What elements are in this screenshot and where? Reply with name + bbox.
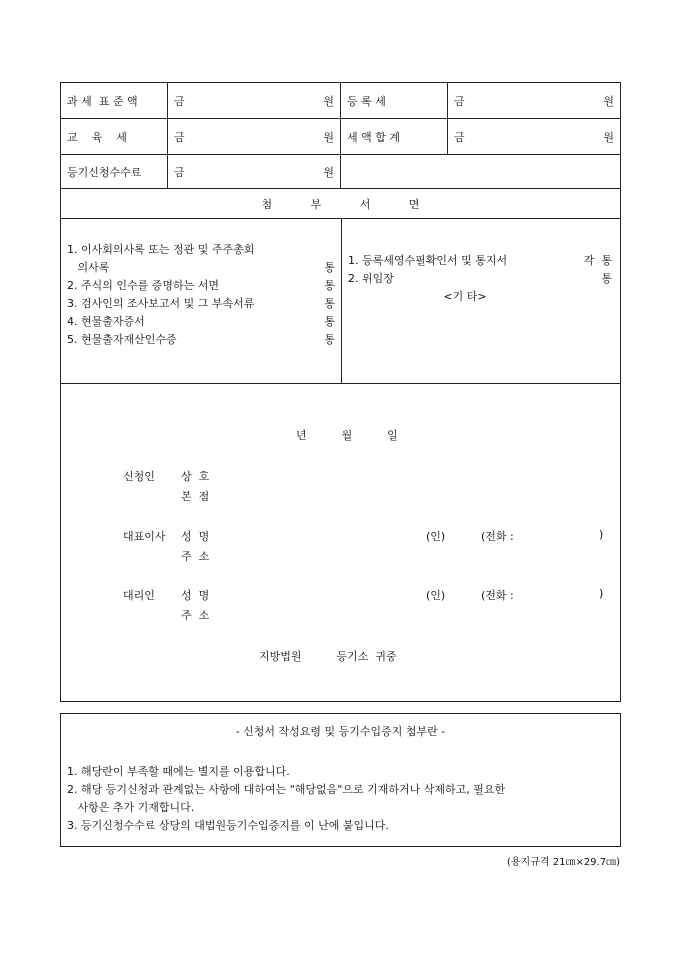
trade-name-label: 상 호 xyxy=(181,470,210,483)
fee-row-2 xyxy=(61,119,620,155)
amount-suffix: 원 xyxy=(603,130,614,144)
agent-seal: (인) xyxy=(426,589,446,602)
list-item: 2. 해당 등기신청과 관계없는 사항에 대하여는 "해당없음"으로 기재하거나 삭제하고, 필요한 xyxy=(67,783,506,796)
court-address-line: 지방법원 등기소 귀중 xyxy=(259,650,397,663)
agent-phone-close: ) xyxy=(599,587,604,600)
list-item: 1. 등록세영수필확인서 및 통지서 각 통 xyxy=(348,254,612,267)
empty-cell xyxy=(341,155,620,188)
list-item: 2. 주식의 인수를 증명하는 서면 통 xyxy=(67,279,335,292)
amount-prefix: 금 xyxy=(174,165,185,179)
agent-label: 대리인 xyxy=(123,589,155,602)
fee-row-3 xyxy=(61,155,620,189)
rep-name-label: 성 명 xyxy=(181,530,210,543)
list-item: 1. 이사회의사록 또는 정관 및 주주총회 xyxy=(67,243,255,256)
tax-base-label: 과 세 표 준 액 xyxy=(61,83,168,118)
agent-address-label: 주 소 xyxy=(181,609,210,622)
paper-size-note: (용지규격 21㎝×29.7㎝) xyxy=(507,857,620,868)
application-form xyxy=(60,82,621,702)
rep-seal: (인) xyxy=(426,530,446,543)
list-item: 3. 등기신청수수료 상당의 대법원등기수입증지를 이 난에 붙입니다. xyxy=(67,819,389,832)
attachments-left-list xyxy=(61,219,342,383)
agent-phone-label: (전화 : xyxy=(481,589,514,602)
tax-base-amount-field[interactable] xyxy=(168,83,341,118)
registration-tax-label: 등 록 세 xyxy=(341,83,448,118)
fee-row-1 xyxy=(61,83,620,119)
registration-tax-amount-field[interactable] xyxy=(448,83,620,118)
representative-label: 대표이사 xyxy=(123,530,166,543)
applicant-label: 신청인 xyxy=(123,470,155,483)
attachments-body xyxy=(61,219,620,384)
total-tax-label: 세 액 합 계 xyxy=(341,119,448,154)
rep-phone-label: (전화 : xyxy=(481,530,514,543)
list-item: 1. 해당란이 부족할 때에는 별지를 이용합니다. xyxy=(67,765,290,778)
attachments-right-list xyxy=(342,219,620,383)
attachments-title: 첨 부 서 면 xyxy=(261,197,420,211)
amount-prefix: 금 xyxy=(174,130,185,144)
amount-suffix: 원 xyxy=(323,130,334,144)
rep-address-label: 주 소 xyxy=(181,550,210,563)
rep-phone-close: ) xyxy=(599,528,604,541)
amount-suffix: 원 xyxy=(323,165,334,179)
list-item: 2. 위임장 통 xyxy=(348,272,612,285)
instruction-list xyxy=(61,763,620,835)
list-item: 3. 검사인의 조사보고서 및 그 부속서류 통 xyxy=(67,297,335,310)
agent-name-label: 성 명 xyxy=(181,589,210,602)
education-tax-label: 교 육 세 xyxy=(61,119,168,154)
list-item: 4. 현물출자증서 통 xyxy=(67,315,335,328)
registration-fee-amount-field[interactable] xyxy=(168,155,341,188)
list-item: 의사록 통 xyxy=(67,261,335,274)
signature-section xyxy=(61,384,620,701)
attachments-header-row xyxy=(61,189,620,219)
instruction-title: - 신청서 작성요령 및 등기수입증지 첨부란 - xyxy=(235,725,446,738)
amount-suffix: 원 xyxy=(323,94,334,108)
registration-fee-label: 등기신청수수료 xyxy=(61,155,168,188)
instruction-box xyxy=(60,713,621,847)
list-item: 5. 현물출자재산인수증 통 xyxy=(67,333,335,346)
amount-prefix: 금 xyxy=(174,94,185,108)
total-tax-amount-field[interactable] xyxy=(448,119,620,154)
amount-prefix: 금 xyxy=(454,94,465,108)
head-office-label: 본 점 xyxy=(181,490,210,503)
amount-prefix: 금 xyxy=(454,130,465,144)
other-heading: <기 타> xyxy=(443,290,487,303)
education-tax-amount-field[interactable] xyxy=(168,119,341,154)
amount-suffix: 원 xyxy=(603,94,614,108)
date-line: 년 월 일 xyxy=(296,429,398,442)
list-item: 사항은 추가 기재합니다. xyxy=(67,801,195,814)
